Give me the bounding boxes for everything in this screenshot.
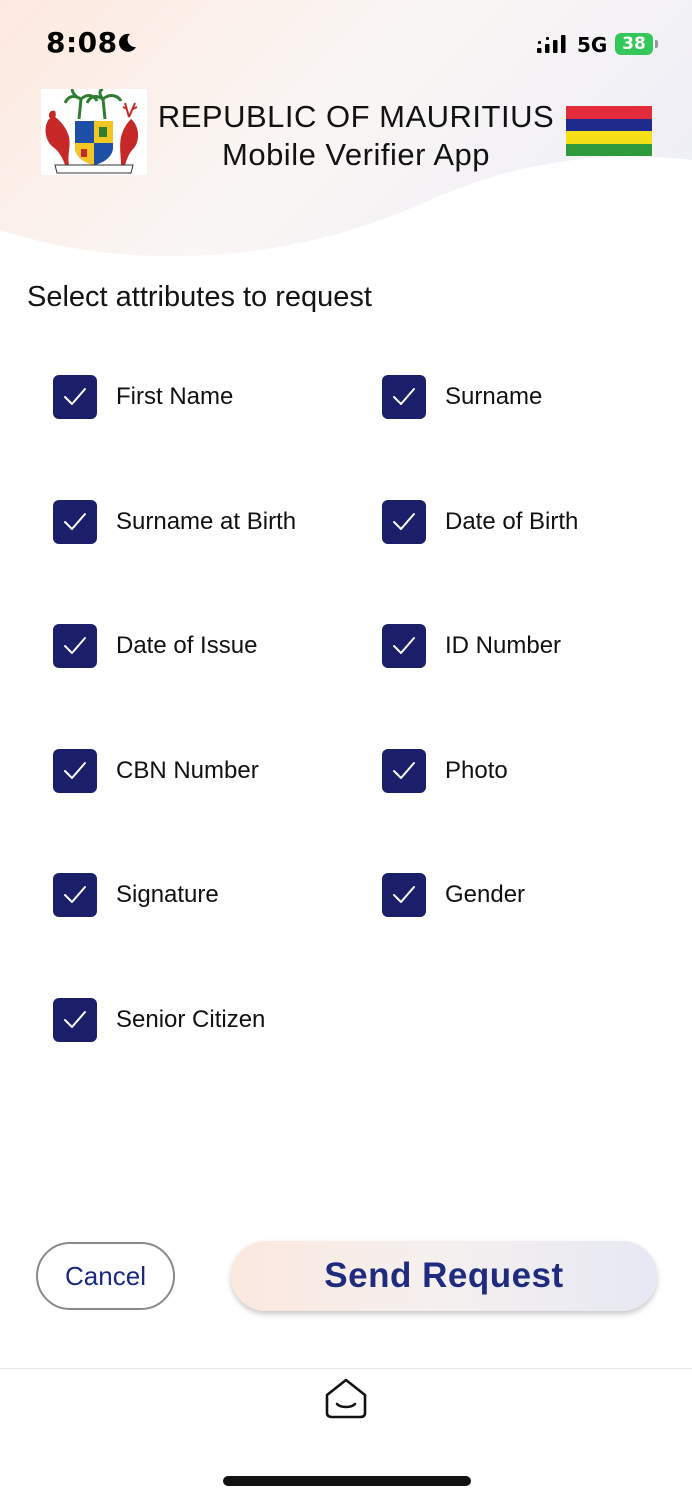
attribute-checkbox[interactable] [53,624,97,668]
attribute-label: First Name [116,383,234,410]
status-time: 8:08 [46,26,118,59]
attribute-label: Date of Birth [445,508,579,535]
checkmark-icon [391,386,417,408]
checkmark-icon [62,386,88,408]
checkmark-icon [391,884,417,906]
attribute-label: ID Number [445,632,562,659]
flag-stripe-red [566,106,652,119]
app-title [150,98,562,174]
attribute-checkbox[interactable] [382,375,426,419]
mauritius-coat-of-arms-logo [41,89,147,175]
mauritius-flag [566,106,652,156]
attribute-option[interactable] [53,997,265,1043]
checkmark-icon [62,884,88,906]
attribute-label: Gender [445,881,526,908]
battery-level: 38 [622,34,646,54]
moon-icon [116,32,138,54]
checkmark-icon [62,511,88,533]
attribute-option[interactable] [53,374,233,420]
attribute-option[interactable] [382,499,578,545]
cancel-button[interactable]: Cancel [36,1242,175,1310]
home-icon[interactable] [323,1375,369,1421]
attribute-checkbox[interactable] [382,749,426,793]
attribute-option[interactable] [53,499,296,545]
attribute-option[interactable] [53,872,219,918]
section-heading: Select attributes to request [27,281,372,313]
checkmark-icon [62,1009,88,1031]
checkmark-icon [391,760,417,782]
attribute-checkbox[interactable] [53,500,97,544]
flag-stripe-green [566,144,652,157]
attribute-option[interactable] [53,623,257,669]
attribute-option[interactable] [382,374,542,420]
attribute-checkbox[interactable] [53,998,97,1042]
battery-icon [615,33,653,55]
flag-stripe-blue [566,119,652,132]
attribute-option[interactable] [382,748,508,794]
attribute-checkbox[interactable] [382,500,426,544]
home-indicator [223,1476,471,1486]
checkmark-icon [62,760,88,782]
attribute-checkbox[interactable] [382,873,426,917]
attribute-checkbox[interactable] [53,749,97,793]
status-bar [0,0,692,88]
checkmark-icon [62,635,88,657]
attribute-checkbox[interactable] [53,873,97,917]
attribute-label: Senior Citizen [116,1006,266,1033]
attribute-checkbox[interactable] [382,624,426,668]
attribute-option[interactable] [53,748,259,794]
app-title-name: Mobile Verifier App [222,137,490,172]
attribute-label: Signature [116,881,219,908]
signal-icon [536,34,568,54]
attribute-checkbox[interactable] [53,375,97,419]
attribute-label: CBN Number [116,757,259,784]
send-request-button[interactable]: Send Request [231,1241,657,1311]
battery-tip [655,40,658,48]
checkmark-icon [391,635,417,657]
attribute-option[interactable] [382,623,561,669]
attribute-label: Date of Issue [116,632,258,659]
attribute-label: Photo [445,757,508,784]
checkmark-icon [391,511,417,533]
attribute-label: Surname [445,383,543,410]
flag-stripe-yellow [566,131,652,144]
attribute-option[interactable] [382,872,525,918]
network-type: 5G [577,33,608,57]
attribute-label: Surname at Birth [116,508,297,535]
app-title-country: REPUBLIC OF MAURITIUS [157,99,555,134]
